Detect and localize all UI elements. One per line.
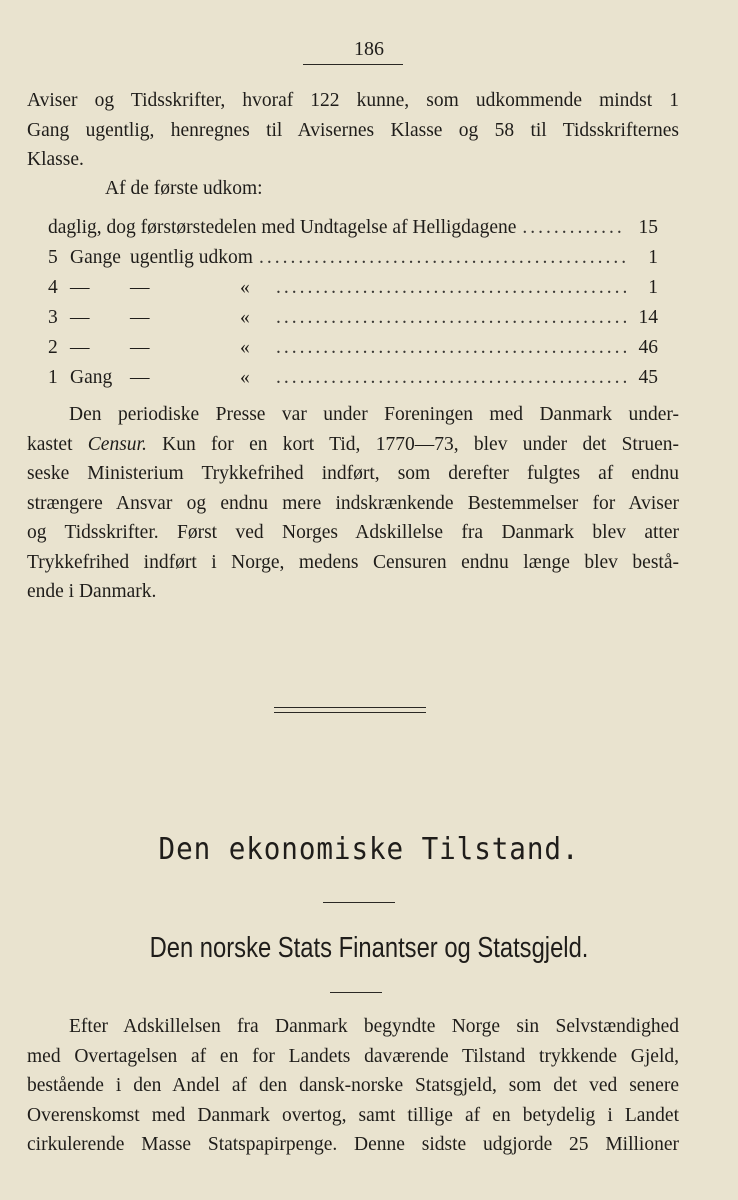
page-number: 186 — [354, 38, 384, 60]
row-value: 14 — [638, 307, 658, 328]
paragraph-newspaper-classes — [27, 86, 679, 175]
row-number: 1 — [48, 367, 58, 388]
row-value: 45 — [638, 367, 658, 388]
leader-dots — [276, 333, 626, 363]
row-value: 15 — [638, 217, 658, 238]
row-label: ugentlig udkom — [130, 247, 253, 268]
table-row — [48, 213, 658, 243]
row-ditto-mark: « — [240, 367, 250, 388]
heading-rule — [323, 902, 395, 903]
text-line: strængere Ansvar og endnu mere indskrænkende Bestemmelser for Aviser — [27, 492, 679, 514]
row-ditto: — — [130, 337, 150, 358]
row-ditto: — — [130, 307, 150, 328]
text-line: Efter Adskillelsen fra Danmark begyndte Norge sin Selvstændighed — [69, 1016, 679, 1037]
row-number: 4 — [48, 277, 58, 298]
table-row — [48, 273, 658, 303]
paragraph-state-debt — [27, 1012, 679, 1160]
text-line: Trykkefrihed indført i Norge, medens Censuren endnu længe blev bestå- — [27, 551, 679, 573]
row-number: 3 — [48, 307, 58, 328]
row-ditto: — — [130, 367, 150, 388]
table-row — [48, 363, 658, 393]
leader-dots — [276, 273, 626, 303]
table-row — [48, 243, 658, 273]
row-value: 1 — [648, 247, 658, 268]
row-label: daglig, dog førstørstedelen med Undtagelse af Helligdagene — [48, 217, 517, 238]
paragraph-press-freedom — [27, 400, 679, 607]
section-heading: Den norske Stats Finantser og Statsgjeld. — [149, 932, 589, 964]
text-line: seske Ministerium Trykkefrihed indført, som derefter fulgtes af endnu — [27, 463, 679, 484]
leader-dots — [522, 213, 626, 243]
table-intro: Af de første udkom: — [105, 178, 263, 199]
text-line: Klasse. — [27, 149, 84, 170]
text-line: ende i Danmark. — [27, 581, 157, 602]
section-divider-double-rule — [274, 707, 426, 713]
row-value: 46 — [638, 337, 658, 358]
row-number: 2 — [48, 337, 58, 358]
row-ditto-mark: « — [240, 337, 250, 358]
text-line: og Tidsskrifter. Først ved Norges Adskillelse fra Danmark blev atter — [27, 522, 679, 543]
chapter-heading: Den ekonomiske Tilstand. — [158, 832, 580, 867]
text-fragment: kastet — [27, 433, 88, 455]
text-line: Gang ugentlig, henregnes til Avisernes Klasse og 58 til Tidsskrifternes — [27, 119, 679, 141]
text-line — [27, 430, 679, 460]
row-value: 1 — [648, 277, 658, 298]
italic-word-censur: Censur. — [87, 433, 147, 455]
row-ditto: — — [130, 277, 150, 298]
table-row — [48, 333, 658, 363]
row-unit: — — [70, 337, 90, 358]
text-fragment: Kun for en kort Tid, 1770—73, blev under det Struen- — [146, 433, 679, 455]
leader-dots — [259, 243, 626, 273]
row-unit: Gang — [70, 367, 113, 388]
row-unit: — — [70, 307, 90, 328]
leader-dots — [276, 303, 626, 333]
text-line: cirkulerende Masse Statspapirpenge. Denne sidste udgjorde 25 Millioner — [27, 1134, 679, 1155]
text-line: Aviser og Tidsskrifter, hvoraf 122 kunne, som udkommende mindst 1 — [27, 90, 679, 111]
leader-dots — [276, 363, 626, 393]
page-number-rule — [303, 64, 403, 65]
table-row — [48, 303, 658, 333]
text-line: med Overtagelsen af en for Landets daværende Tilstand trykkende Gjeld, — [27, 1045, 679, 1067]
row-unit: Gange — [70, 247, 121, 268]
row-ditto-mark: « — [240, 277, 250, 298]
heading-rule — [330, 992, 382, 993]
text-line: Den periodiske Presse var under Foreningen med Danmark under- — [69, 404, 679, 425]
publication-frequency-table — [48, 213, 658, 393]
text-line: bestående i den Andel af den dansk-norske Statsgjeld, som det ved senere — [27, 1075, 679, 1096]
row-number: 5 — [48, 247, 58, 268]
row-ditto-mark: « — [240, 307, 250, 328]
text-line: Overenskomst med Danmark overtog, samt tillige af en betydelig i Landet — [27, 1104, 679, 1126]
row-unit: — — [70, 277, 90, 298]
